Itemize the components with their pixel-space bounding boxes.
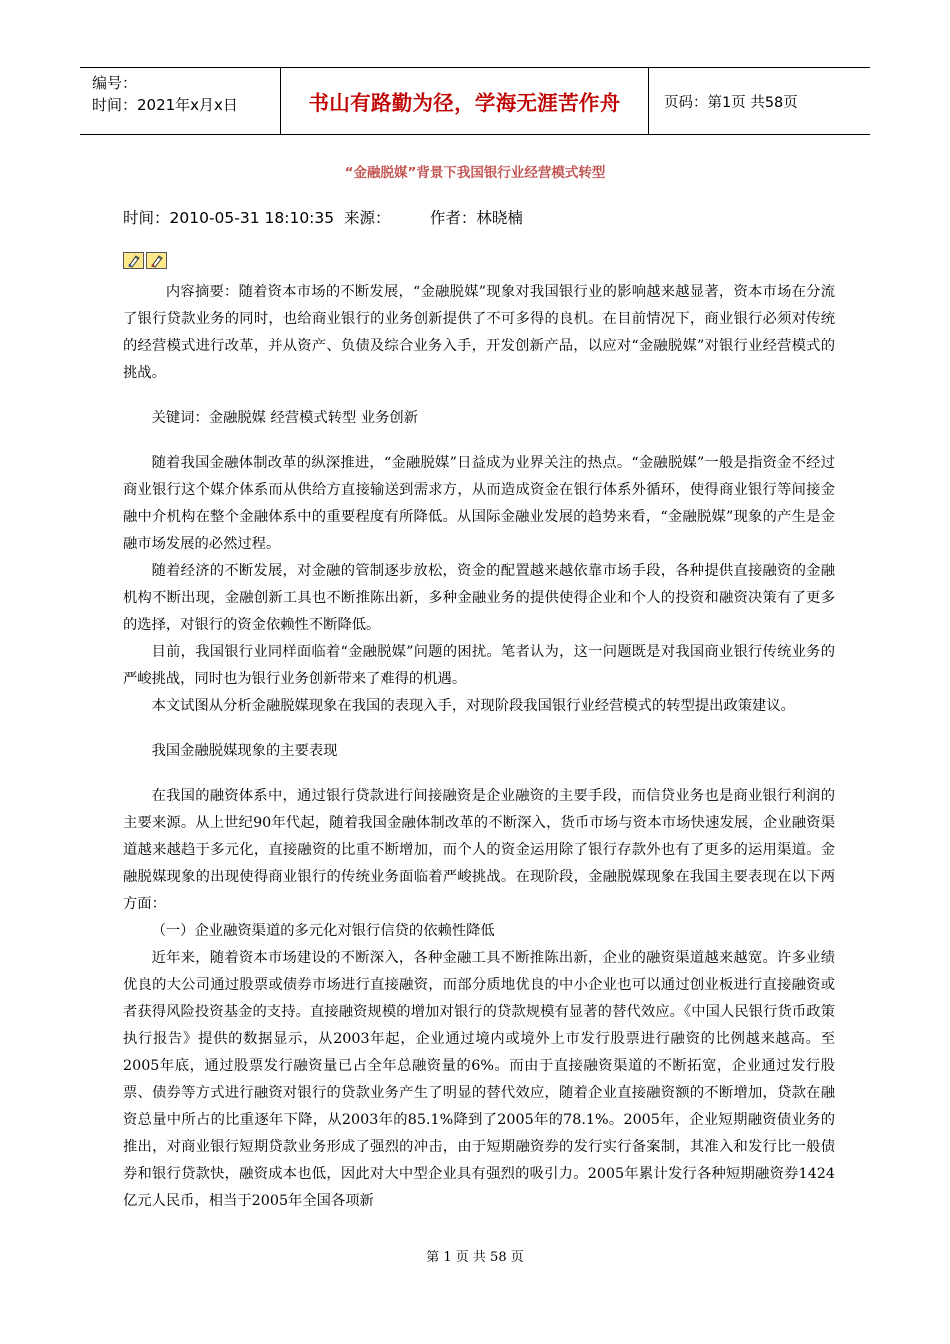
article-body <box>123 279 835 1215</box>
subsection-title: （一）企业融资渠道的多元化对银行信贷的依赖性降低 <box>151 923 495 939</box>
body-paragraph-3: 目前，我国银行业同样面临着“金融脱媒”问题的困扰。笔者认为，这一问题既是对我国商业银行传统业务的严峻挑战，同时也为银行业务创新带来了难得的机遇。 <box>123 644 835 687</box>
keywords-line: 关键词：金融脱媒 经营模式转型 业务创新 <box>151 410 419 426</box>
body-paragraph-4: 本文试图从分析金融脱媒现象在我国的表现入手，对现阶段我国银行业经营模式的转型提出政策建议。 <box>151 698 795 714</box>
body-paragraph-2: 随着经济的不断发展，对金融的管制逐步放松，资金的配置越来越依靠市场手段，各种提供直接融资的金融机构不断出现，金融创新工具也不断推陈出新，多种金融业务的提供使得企业和个人的投资和融资决策有了更多的选择，对银行的资金依赖性不断降低。 <box>123 563 835 633</box>
body-paragraph-6: 近年来，随着资本市场建设的不断深入，各种金融工具不断推陈出新，企业的融资渠道越来越宽。许多业绩优良的大公司通过股票或债券市场进行直接融资，而部分质地优良的中小企业也可以通过创业板进行直接融资或者获得风险投资基金的支持。直接融资规模的增加对银行的贷款规模有显著的替代效应。《中国人民银行货币政策执行报告》提供的数据显示，从2003年起，企业通过境内或境外上市发行股票进行融资的比例越来越高。至2005年底，通过股票发行融资量已占全年总融资量的6%。而由于直接融资渠道的不断拓宽，企业通过发行股票、债券等方式进行融资对银行的贷款业务产生了明显的替代效应，随着企业直接融资额的不断增加，贷款在融资总量中所占的比重逐年下降，从2003年的85.1%降到了2005年的78.1%。2005年，企业短期融资债业务的推出，对商业银行短期贷款业务形成了强烈的冲击，由于短期融资券的发行实行备案制，其准入和发行比一般债券和银行贷款快，融资成本也低，因此对大中型企业具有强烈的吸引力。2005年累计发行各种短期融资券1424亿元人民币，相当于2005年全国各项新 <box>123 950 835 1209</box>
article-title: “金融脱媒”背景下我国银行业经营模式转型 <box>344 165 606 181</box>
header-page-info: 页码：第1页 共58页 <box>664 94 798 111</box>
section-title: 我国金融脱媒现象的主要表现 <box>151 743 338 759</box>
article-meta: 时间：2010-05-31 18:10:35 来源： 作者：林晓楠 <box>123 209 523 227</box>
body-paragraph-5: 在我国的融资体系中，通过银行贷款进行间接融资是企业融资的主要手段，而信贷业务也是商业银行利润的主要来源。从上世纪90年代起，随着我国金融体制改革的不断深入，货币市场与资本市场快速发展，企业融资渠道越来越趋于多元化，直接融资的比重不断增加，而个人的资金运用除了银行存款外也有了更多的运用渠道。金融脱媒现象的出现使得商业银行的传统业务面临着严峻挑战。在现阶段，金融脱媒现象在我国主要表现在以下两方面： <box>123 788 835 912</box>
close-icon[interactable] <box>146 252 167 269</box>
document-time-label: 时间：2021年x月x日 <box>92 96 238 114</box>
page-footer: 第 1 页 共 58 页 <box>426 1250 524 1265</box>
document-number-label: 编号： <box>92 74 138 92</box>
body-paragraph-1: 随着我国金融体制改革的纵深推进，“金融脱媒”日益成为业界关注的热点。“金融脱媒”一般是指资金不经过商业银行这个媒介体系而从供给方直接输送到需求方，从而造成资金在银行体系外循环，使得商业银行等间接金融中介机构在整个金融体系中的重要程度有所降低。从国际金融业发展的趋势来看，“金融脱媒”现象的产生是金融市场发展的必然过程。 <box>123 455 835 552</box>
abstract-paragraph: 内容摘要：随着资本市场的不断发展，“金融脱媒”现象对我国银行业的影响越来越显著，资本市场在分流了银行贷款业务的同时，也给商业银行的业务创新提供了不可多得的良机。在目前情况下，商业银行必须对传统的经营模式进行改革，并从资产、负债及综合业务入手，开发创新产品，以应对“金融脱媒”对银行业经营模式的挑战。 <box>123 284 835 381</box>
page-header <box>80 67 870 135</box>
print-icon[interactable] <box>123 252 144 269</box>
header-left-cell <box>80 68 281 134</box>
header-motto: 书山有路勤为径，学海无涯苦作舟 <box>281 68 649 134</box>
article-toolbar <box>123 252 169 269</box>
